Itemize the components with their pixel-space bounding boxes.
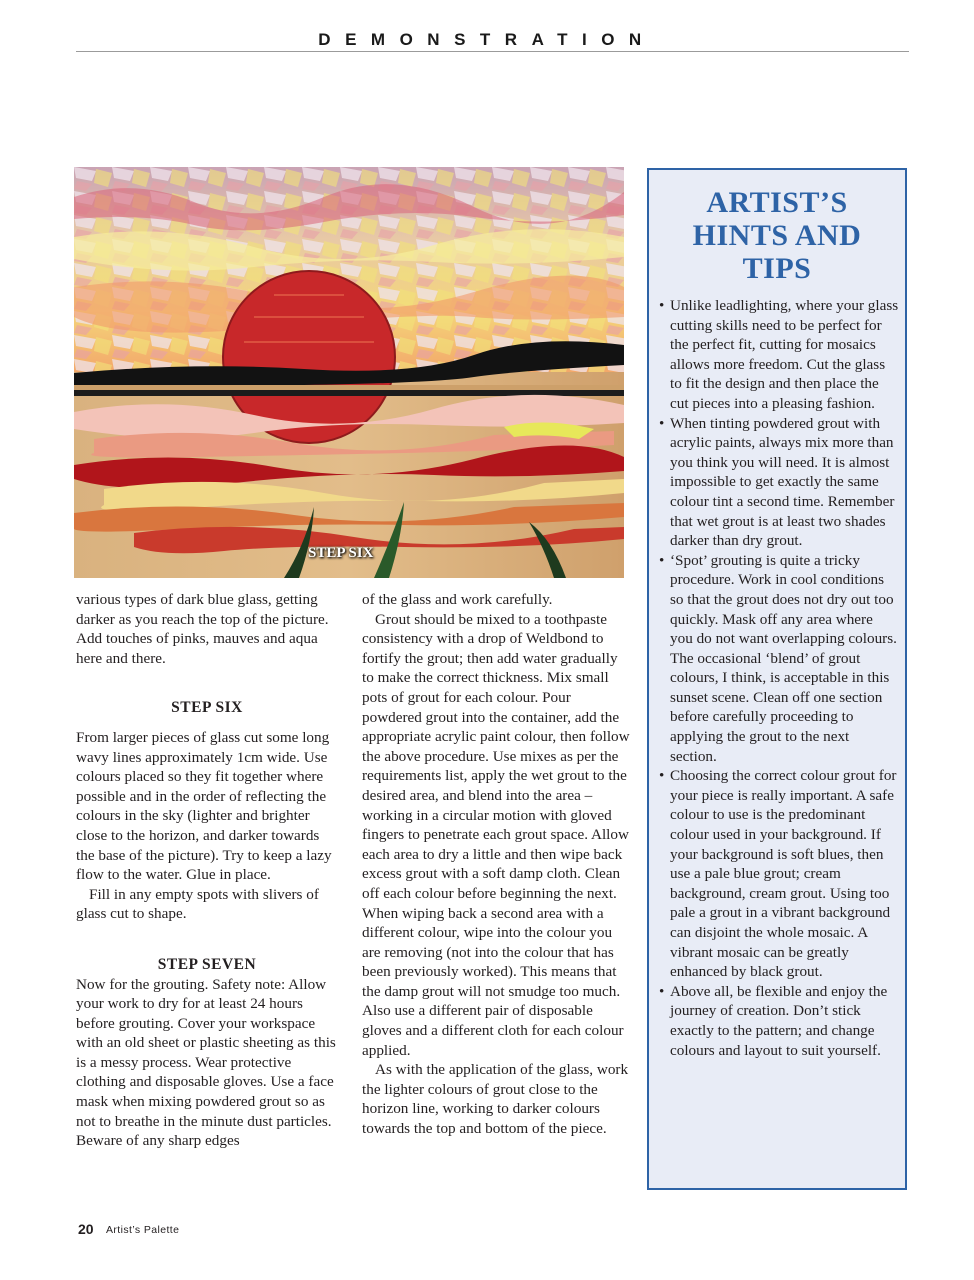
sidebar-title-line-2: HINTS AND (692, 219, 862, 252)
tip-text: When tinting powdered grout with acrylic paints, always mix more than you think you will need. It is almost impossible to get exactly the same colour tint a second time. Remember that wet grout is at least two shades darker than dry grout. (670, 414, 895, 550)
column-2-paragraph-1: of the glass and work carefully. (362, 591, 553, 608)
page-number: 20 (78, 1221, 94, 1237)
bullet-icon: • (659, 297, 665, 314)
text-column-1 (76, 590, 338, 1151)
column-2-paragraph-2: Grout should be mixed to a toothpaste consistency with a drop of Weldbond to fortify the grout; then add water gradually to make the correct thickness. Mix small pots of grout for each colour. Pour powdered grout into the container, add the appropriate acrylic paint colour, then follow the above procedure. Use mixes as per the requirements list, apply the wet grout to the desired area, and blend into the area – working in a circular motion with gloved fingers to penetrate each grout space. Allow each area to dry a little and then wipe back excess grout with a soft damp cloth. Clean off each colour before beginning the next. When wiping back a second area with a different colour, wipe into the colour you are removing (not into the colour that has been previously worked). This means that the damp grout will not smudge too much. Also use a different pair of disposable gloves and a different cloth for each colour applied. (362, 610, 630, 1059)
step-six-heading: STEP SIX (171, 699, 243, 717)
tip-item (659, 766, 899, 982)
section-header: DEMONSTRATION (318, 30, 656, 49)
step-seven-paragraph: Now for the grouting. Safety note: Allow your work to dry for at least 24 hours before grouting. Cover your workspace with an old sheet or plastic sheeting as this is a messy process. Wear protective clothing and disposable gloves. Use a face mask when mixing powdered grout so as not to breathe in the minute dust particles. Beware of any sharp edges (76, 975, 336, 1150)
publication-name: Artist’s Palette (106, 1224, 180, 1236)
hints-and-tips-box (647, 168, 907, 1190)
tip-item (659, 414, 899, 551)
step-six-paragraph-2: Fill in any empty spots with slivers of glass cut to shape. (76, 885, 319, 923)
column-2-paragraph-3: As with the application of the glass, work the lighter colours of grout close to the horizon line, working to darker colours towards the top and bottom of the piece. (362, 1061, 629, 1138)
bullet-icon: • (659, 414, 665, 432)
tip-text: Choosing the correct colour grout for your piece is really important. A safe colour to use is the predominant colour used in your background. If your background is soft blues, then use a pale blue grout; cream background, cream grout. Using too pale a grout in a vibrant background can disjoint the whole mosaic. A vibrant mosaic can be greatly enhanced by black grout. (670, 767, 897, 981)
tip-item (659, 296, 899, 414)
step-six-paragraph: From larger pieces of glass cut some long wavy lines approximately 1cm wide. Use colours placed so they fit together where possible and in the order of reflecting the colours in the sky (lighter and brighter close to the horizon, and darker towards the base of the picture). Try to keep a lazy flow to the water. Glue in place. (76, 728, 332, 884)
sidebar-title-line-1: ARTIST’S (706, 186, 848, 219)
intro-paragraph: various types of dark blue glass, getting darker as you reach the top of the picture. Add touches of pinks, mauves and aqua here and there. (76, 591, 329, 667)
text-column-2 (362, 590, 632, 1139)
tips-list (659, 296, 899, 1060)
tip-item (659, 982, 899, 1060)
step-seven-heading: STEP SEVEN (157, 955, 257, 973)
tip-text: ‘Spot’ grouting is quite a tricky procedure. Work in cool conditions so that the grout does not dry out too quickly. Mask off any area where you do not want overlapping colours. The occasional ‘blend’ of grout colours, I think, is acceptable in this sunset scene. Clean off one section before carefully proceeding to applying the grout to the next section. (670, 551, 897, 765)
bullet-icon: • (659, 767, 665, 785)
bullet-icon: • (659, 982, 665, 1000)
sunset-mosaic-photo (74, 167, 624, 578)
tip-text: Above all, be flexible and enjoy the journey of creation. Don’t stick exactly to the pattern; and change colours and layout to suit yourself. (670, 982, 888, 1059)
sidebar-title-line-3: TIPS (742, 252, 812, 285)
header-divider (76, 51, 909, 52)
tip-text: Unlike leadlighting, where your glass cutting skills need to be perfect for the perfect fit, cutting for mosaics allows more freedom. Cut the glass to fit the design and then place the cut pieces into a pleasing fashion. (670, 297, 899, 412)
tip-item (659, 551, 899, 767)
sidebar-title (649, 186, 905, 285)
photo-caption: STEP SIX (308, 545, 374, 561)
bullet-icon: • (659, 551, 665, 569)
